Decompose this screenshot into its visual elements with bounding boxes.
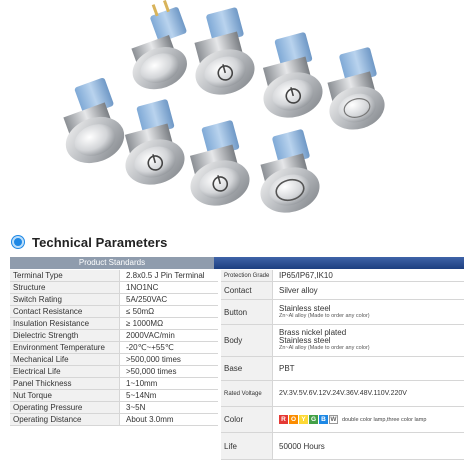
swatch-red: R bbox=[279, 415, 288, 424]
spec-row bbox=[10, 294, 218, 306]
spec-key: Life bbox=[221, 433, 273, 459]
spec-key: Environment Temperature bbox=[10, 342, 120, 353]
spec-key: Contact bbox=[221, 282, 273, 299]
bullet-dot-icon bbox=[12, 236, 24, 248]
switch-ring-2 bbox=[247, 128, 325, 219]
switch-ring-1 bbox=[315, 47, 389, 136]
left-spec-list bbox=[10, 270, 218, 426]
spec-row-base bbox=[221, 357, 464, 381]
spec-value bbox=[273, 325, 464, 356]
spec-row bbox=[10, 330, 218, 342]
spec-key: Switch Rating bbox=[10, 294, 120, 305]
spec-value-line: Stainless steel bbox=[279, 336, 331, 345]
spec-row-color bbox=[221, 407, 464, 433]
spec-value: IP65/IP67,IK10 bbox=[279, 271, 333, 280]
spec-key: Button bbox=[221, 300, 273, 324]
spec-value: ≤ 50mΩ bbox=[126, 307, 155, 316]
spec-key: Body bbox=[221, 325, 273, 356]
spec-value-line: Stainless steel bbox=[279, 303, 331, 313]
section-heading bbox=[12, 234, 167, 250]
spec-key: Panel Thickness bbox=[10, 378, 120, 389]
spec-value: 1~10mm bbox=[126, 379, 158, 388]
spec-value: 5~14Nm bbox=[126, 391, 157, 400]
spec-key: Rated Voltage bbox=[221, 381, 273, 406]
spec-row bbox=[10, 366, 218, 378]
spec-key: Electrical Life bbox=[10, 366, 120, 377]
spec-key: Protection Grade bbox=[221, 270, 273, 281]
spec-key: Insulation Resistance bbox=[10, 318, 120, 329]
spec-row bbox=[10, 354, 218, 366]
spec-key: Dielectric Strength bbox=[10, 330, 120, 341]
spec-row bbox=[10, 378, 218, 390]
spec-row bbox=[10, 402, 218, 414]
spec-value: About 3.0mm bbox=[126, 415, 174, 424]
switch-flat-1 bbox=[112, 0, 202, 97]
spec-key: Operating Distance bbox=[10, 414, 120, 425]
switch-power-icon-1 bbox=[180, 6, 259, 101]
spec-value: 1NO1NC bbox=[126, 283, 159, 292]
spec-value: 2000VAC/min bbox=[126, 331, 175, 340]
section-title: Technical Parameters bbox=[32, 234, 168, 250]
spec-key: Mechanical Life bbox=[10, 354, 120, 365]
spec-value: 2V.3V.5V.6V.12V.24V.36V.48V.110V.220V bbox=[279, 390, 407, 397]
swatch-blue: B bbox=[319, 415, 328, 424]
spec-key: Base bbox=[221, 357, 273, 380]
spec-row-contact bbox=[221, 282, 464, 300]
spec-row bbox=[10, 318, 218, 330]
spec-row bbox=[10, 282, 218, 294]
spec-key: Operating Pressure bbox=[10, 402, 120, 413]
right-spec-list bbox=[221, 270, 464, 460]
table-header-band bbox=[10, 257, 464, 269]
spec-value: >500,000 times bbox=[126, 355, 181, 364]
spec-row bbox=[10, 342, 218, 354]
spec-value: -20℃~+55℃ bbox=[126, 343, 174, 352]
spec-key: Nut Torque bbox=[10, 390, 120, 401]
spec-value-note: Zn~Al alloy (Made to order any color) bbox=[279, 345, 370, 351]
spec-row-protection bbox=[221, 270, 464, 282]
spec-row bbox=[10, 270, 218, 282]
spec-row-life bbox=[221, 433, 464, 460]
spec-value: Silver alloy bbox=[279, 286, 318, 295]
spec-key: Contact Resistance bbox=[10, 306, 120, 317]
spec-table bbox=[10, 257, 464, 462]
color-note: double color lamp,three color lamp bbox=[342, 416, 427, 423]
table-header-title: Product Standards bbox=[10, 257, 214, 269]
swatch-white: W bbox=[330, 416, 337, 423]
spec-row bbox=[10, 306, 218, 318]
spec-value-line: Brass nickel plated bbox=[279, 328, 347, 337]
spec-value: 2.8x0.5 J Pin Terminal bbox=[126, 271, 205, 280]
product-photo bbox=[0, 0, 466, 228]
switch-power-icon-4 bbox=[176, 119, 255, 212]
spec-value bbox=[273, 407, 464, 432]
switch-power-icon-3 bbox=[111, 98, 190, 191]
color-swatches bbox=[279, 415, 464, 424]
spec-value: 5A/250VAC bbox=[126, 295, 168, 304]
spec-value bbox=[273, 300, 464, 324]
spec-value: >50,000 times bbox=[126, 367, 177, 376]
spec-value: ≥ 1000MΩ bbox=[126, 319, 164, 328]
spec-row bbox=[10, 390, 218, 402]
swatch-green: G bbox=[310, 416, 317, 423]
spec-row-button bbox=[221, 300, 464, 325]
swatch-yellow: Y bbox=[299, 415, 308, 424]
spec-row bbox=[10, 414, 218, 426]
spec-row-voltage bbox=[221, 381, 464, 407]
spec-value-note: Zn~Al alloy (Made to order any color) bbox=[279, 312, 370, 319]
swatch-orange: O bbox=[290, 416, 297, 423]
spec-key: Terminal Type bbox=[10, 270, 120, 281]
spec-value: 50000 Hours bbox=[279, 441, 325, 451]
spec-row-body bbox=[221, 325, 464, 357]
spec-key: Color bbox=[221, 407, 273, 432]
spec-value: 3~5N bbox=[126, 403, 146, 412]
switch-power-icon-2 bbox=[249, 31, 328, 124]
spec-key: Structure bbox=[10, 282, 120, 293]
spec-value: PBT bbox=[279, 364, 295, 373]
switch-flat-2 bbox=[48, 77, 131, 171]
